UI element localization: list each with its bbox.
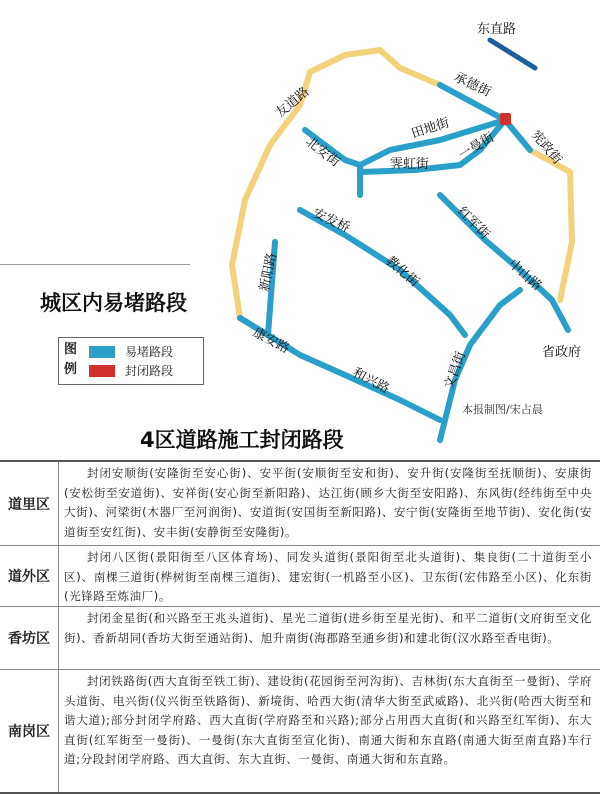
district-name: 南岗区 [0, 670, 59, 792]
label-wenchang-street: 文昌街 [441, 349, 470, 392]
dongzhi-road-line [490, 40, 535, 68]
label-youdao-road: 友道路 [272, 84, 313, 122]
label-kangan-road: 康安路 [250, 325, 292, 357]
label-provincial-government: 省政府 [542, 345, 582, 360]
legend [58, 337, 204, 385]
legend-closed-swatch [89, 365, 115, 377]
district-closures: 封闭安顺街(安隆街至安心街)、安平街(安顺街至安和街)、安升街(安隆街至抚顺街)、安康街(安松街至安道街)、安祥街(安心街至新阳路)、达江街(顾乡大街至安阳路)、东风街(经纬街至中央大街)、河梁街(木器厂至河润街)、安道街(安国街至新阳路)、安宁街(安隆街至地节街)、安化街(安道街至安红街)、安丰街(安静街至安隆街)。 [64, 466, 592, 539]
label-hongjun-street: 红军街 [454, 204, 493, 243]
divider-line [0, 264, 190, 265]
label-jiaohua-street: 教化街 [382, 253, 422, 291]
table-row [0, 607, 600, 670]
label-xinyang-road: 新阳路 [257, 251, 281, 293]
legend-closed-label: 封闭路段 [125, 364, 174, 378]
label-dongzhi-road: 东直路 [477, 22, 517, 37]
district-name: 道外区 [0, 546, 59, 606]
label-tiandi-street: 田地街 [409, 115, 452, 142]
label-anfa-bridge: 安发桥 [310, 206, 353, 237]
label-zhongshan-road: 中山路 [505, 256, 545, 295]
jiaohua-street-line [345, 235, 465, 335]
map-credit: 本报制图/宋占晨 [462, 403, 543, 416]
table-title: 4区道路施工封闭路段 [140, 428, 344, 452]
label-hexing-road: 和兴路 [350, 365, 392, 397]
label-chengde-street: 承德街 [451, 70, 494, 101]
closed-road-segment [500, 113, 511, 125]
table-row [0, 462, 600, 546]
table-row [0, 670, 600, 792]
closure-table [0, 460, 600, 794]
legend-title: 图例 [64, 342, 78, 377]
table-row [0, 546, 600, 607]
legend-congested-label: 易堵路段 [125, 345, 174, 359]
label-xianzheng-street: 宪政街 [527, 127, 565, 168]
label-xiabei-street: 霁虹街 [390, 157, 430, 172]
district-closures: 封闭铁路街(西大直街至铁工街)、建设街(花园街至河沟街)、吉林街(东大直街至一曼街)、学府头道街、电兴街(仪兴街至铁路街)、新境街、哈西大街(清华大街至武威路)、北兴街(哈西大街至和谐大道);部分封闭学府路、西大直街(学府路至和兴路);部分占用西大直街(和兴路至红军街)、东大直街(红军街至一曼街)、一曼街(东大直街至宣化街)、南通大街和东直路(南通大街至南直路)车行道;分段封闭学府路、西大直街、东大直街、一曼街、南通大街和东直路。 [64, 674, 592, 766]
legend-congested-swatch [89, 346, 115, 358]
map-title: 城区内易堵路段 [40, 291, 187, 315]
district-name: 道里区 [0, 462, 59, 545]
label-yiman-street: 一曼街 [456, 129, 498, 164]
district-name: 香坊区 [0, 607, 59, 669]
district-closures: 封闭八区街(景阳街至八区体育场)、同发头道街(景阳街至北头道街)、集良街(二十道街至小区)、南棵三道街(桦树街至南棵三道街)、建宏街(一机路至小区)、卫东街(宏伟路至小区)、化东街(光锋路至炼油厂)。 [64, 550, 592, 603]
district-closures: 封闭金星街(和兴路至王兆头道街)、星光二道街(进乡街至星光街)、和平二道街(文府街至文化街)、香新胡同(香坊大街至通站街)、旭升南街(海郡路至通乡街)和建北街(汉水路至香电街)。 [64, 611, 592, 645]
label-beian-street: 北安街 [302, 134, 343, 171]
